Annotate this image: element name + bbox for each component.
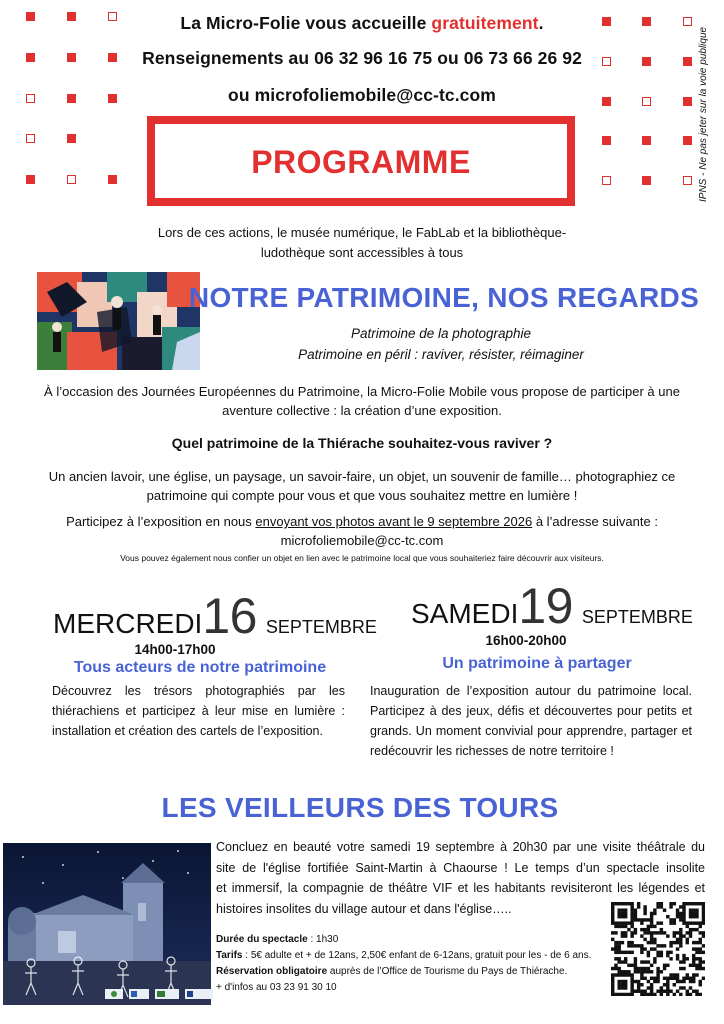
day-word-mercredi: MERCREDI (53, 608, 203, 639)
welcome-text: La Micro-Folie vous accueille (180, 13, 432, 33)
subtitle-photography: Patrimoine de la photographie (350, 326, 532, 341)
body-line1: Un ancien lavoir, une église, un paysage, un savoir-faire, un objet, un souvenir de famille… photographiez ce (48, 469, 676, 484)
participate-line (0, 514, 724, 529)
ipns-side-note (698, 12, 712, 202)
access-note (0, 223, 724, 263)
header-phone: Renseignements au 06 32 96 16 75 ou 06 73 66 26 92 (142, 48, 582, 68)
event-right-desc (370, 681, 692, 761)
tarifs-value: : 5€ adulte et + de 12ans, 2,50€ enfant de 6-12ans, gratuit pour les - de 6 ans. (242, 950, 592, 961)
church-night-photo (3, 843, 211, 1005)
programme-title: PROGRAMME (251, 144, 471, 180)
event-right-title: Un patrimoine à partager (442, 655, 632, 672)
event-right-time: 16h00-20h00 (485, 633, 567, 648)
day-number-16: 16 (202, 588, 257, 644)
section2-line3: et immersif, la compagnie de théâtre VIF et les habitants revisiteront les légendes et (216, 881, 705, 895)
reservation-value: auprès de l’Office de Tourisme du Pays de Thiérache. (327, 966, 568, 977)
event-left-title: Tous acteurs de notre patrimoine (73, 659, 327, 676)
duree-label: Durée du spectacle (216, 934, 308, 945)
welcome-suffix: . (538, 13, 544, 33)
reservation-label: Réservation obligatoire (216, 966, 328, 977)
participate-suffix: à l’adresse suivante : (532, 514, 658, 529)
access-note-line2: ludothèque sont accessibles à tous (260, 245, 464, 260)
event-right-date (411, 577, 693, 635)
event-left-date (53, 587, 377, 645)
qr-code[interactable] (611, 902, 705, 996)
section2-line4: histoires insolites du village autour et dans l'église….. (216, 901, 512, 916)
event-left-desc3: installation et création des cartels de l’exposition. (52, 724, 323, 738)
programme-box (147, 116, 575, 206)
free-highlight: gratuitement (431, 13, 539, 33)
event-left-desc (52, 681, 345, 741)
event-left-time: 14h00-17h00 (134, 642, 216, 657)
event-right-desc3: grands. Un moment convivial pour apprendre, partager et (370, 724, 692, 738)
section2-line2: site de l'église fortifiée Saint-Martin à Chaourse ! Le temps d’un spectacle insolite (216, 860, 705, 875)
day-number-19: 19 (518, 578, 573, 634)
event-right-desc4: redécouvrir les richesses de notre territoire ! (370, 744, 614, 758)
event-left-desc1: Découvrez les trésors photographiés par les (52, 684, 345, 698)
event-right-desc2: Participez à des jeux, défis et découvertes pour petits et (370, 704, 692, 718)
ipns-text: IPNS - Ne pas jeter sur la voie publique (698, 26, 709, 202)
intro-line1: À l’occasion des Journées Européennes du Patrimoine, la Micro-Folie Mobile vous propose de participer à une (44, 384, 680, 399)
tarifs-label: Tarifs (216, 950, 243, 961)
section2-line1: Concluez en beauté votre samedi 19 septembre à 20h30 par une visite théâtrale du (216, 840, 705, 854)
info-tarifs (216, 948, 616, 964)
duree-value: : 1h30 (307, 934, 339, 945)
participate-prefix: Participez à l’exposition en nous (66, 514, 256, 529)
section2-title: LES VEILLEURS DES TOURS (161, 792, 559, 823)
event-left-desc2: thiérachiens et participez à leur mise en lumière : (52, 704, 345, 718)
info-duree (216, 932, 616, 948)
info-phone: + d'infos au 03 23 91 30 10 (216, 982, 337, 993)
section1-intro (0, 382, 724, 420)
photo-deadline-link[interactable]: envoyant vos photos avant le 9 septembre 2026 (255, 514, 533, 529)
subtitle-peril: Patrimoine en péril : raviver, résister, réimaginer (298, 347, 584, 362)
practical-info (216, 932, 616, 996)
info-reservation (216, 964, 616, 980)
header-welcome (0, 13, 724, 34)
body-line2: patrimoine qui compte pour vous et que vous souhaitez mettre en lumière ! (146, 488, 578, 503)
submission-email[interactable]: microfoliemobile@cc-tc.com (280, 533, 444, 548)
section1-question: Quel patrimoine de la Thiérache souhaitez-vous raviver ? (171, 435, 553, 451)
partner-logos (105, 987, 215, 1001)
object-note: Vous pouvez également nous confier un objet en lien avec le patrimoine local que vous souhaiteriez faire découvrir aux visiteurs. (120, 553, 604, 563)
header-email[interactable]: ou microfoliemobile@cc-tc.com (228, 85, 496, 105)
month-right: SEPTEMBRE (581, 607, 693, 627)
patrimoine-illustration (37, 272, 200, 370)
intro-line2: aventure collective : la création d’une exposition. (222, 403, 502, 418)
section1-title: NOTRE PATRIMOINE, NOS REGARDS (188, 282, 700, 313)
section1-body (0, 467, 724, 505)
access-note-line1: Lors de ces actions, le musée numérique, le FabLab et la bibliothèque- (157, 225, 567, 240)
day-word-samedi: SAMEDI (411, 598, 519, 629)
month-left: SEPTEMBRE (265, 617, 377, 637)
section1-subtitles (216, 323, 666, 365)
event-right-desc1: Inauguration de l’exposition autour du patrimoine local. (370, 684, 692, 698)
